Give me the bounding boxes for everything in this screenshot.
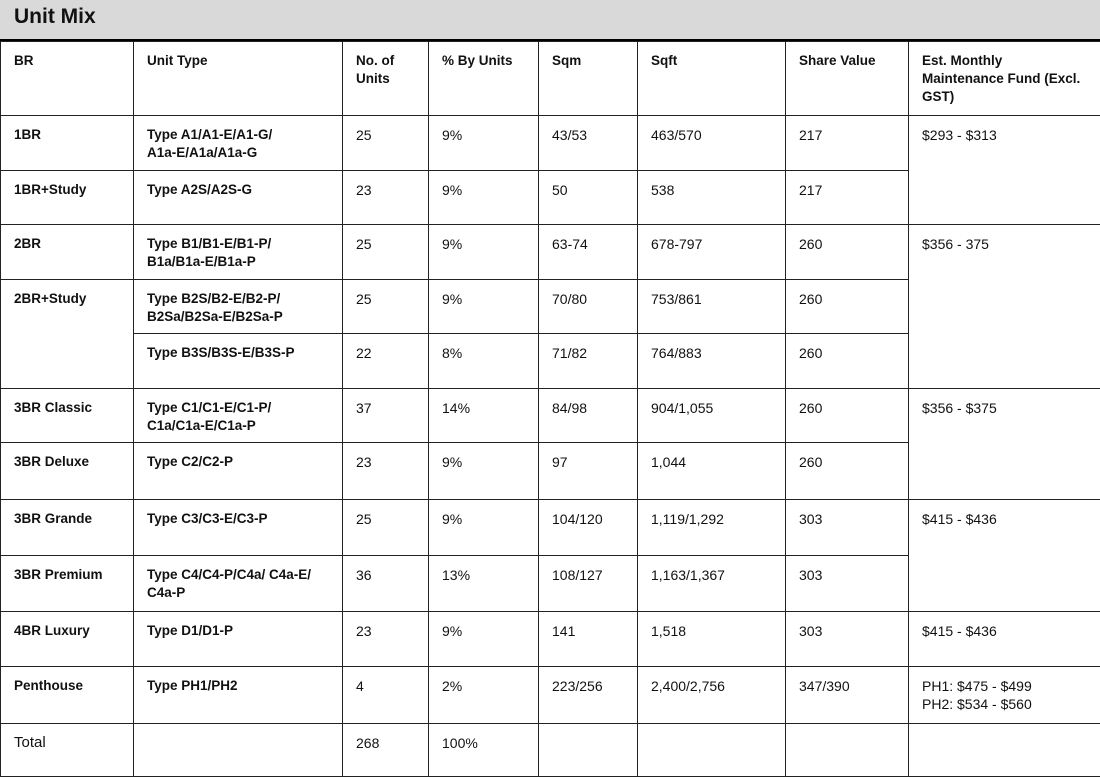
header-units: No. of Units [343,42,429,116]
cell-empty [539,724,638,777]
cell-sqft: 463/570 [638,116,786,171]
header-row [1,42,1100,116]
cell-pct: 9% [429,225,539,280]
cell-sqft: 764/883 [638,334,786,389]
table-row [1,612,1100,667]
cell-units: 25 [343,225,429,280]
cell-unit-type: Type B1/B1-E/B1-P/ B1a/B1a-E/B1a-P [134,225,343,280]
page-title: Unit Mix [14,5,96,28]
cell-unit-type: Type C2/C2-P [134,443,343,500]
cell-maintenance: PH1: $475 - $499 PH2: $534 - $560 [909,667,1100,724]
cell-units: 23 [343,612,429,667]
cell-sqm: 70/80 [539,280,638,334]
cell-sqm: 50 [539,171,638,225]
table-row [1,500,1100,556]
header-br: BR [1,42,134,116]
cell-sqft: 2,400/2,756 [638,667,786,724]
cell-pct: 8% [429,334,539,389]
cell-share: 260 [786,225,909,280]
cell-br: 4BR Luxury [1,612,134,667]
total-row [1,724,1100,777]
cell-pct: 2% [429,667,539,724]
cell-units: 23 [343,171,429,225]
header-maintenance: Est. Monthly Maintenance Fund (Excl. GST) [909,42,1100,116]
table-row [1,116,1100,171]
cell-br: 1BR [1,116,134,171]
cell-units: 25 [343,500,429,556]
cell-sqft: 753/861 [638,280,786,334]
cell-unit-type: Type A2S/A2S-G [134,171,343,225]
cell-pct: 9% [429,280,539,334]
table-row [1,225,1100,280]
cell-br: 1BR+Study [1,171,134,225]
cell-br: 2BR+Study [1,280,134,389]
cell-share: 217 [786,116,909,171]
cell-unit-type: Type C4/C4-P/C4a/ C4a-E/ C4a-P [134,556,343,612]
cell-pct: 9% [429,612,539,667]
cell-share: 260 [786,443,909,500]
cell-units: 37 [343,389,429,443]
cell-share: 260 [786,389,909,443]
cell-sqft: 1,119/1,292 [638,500,786,556]
cell-units: 23 [343,443,429,500]
cell-br: 3BR Classic [1,389,134,443]
cell-maintenance: $415 - $436 [909,612,1100,667]
cell-sqm: 84/98 [539,389,638,443]
cell-units: 25 [343,116,429,171]
header-pct: % By Units [429,42,539,116]
cell-sqft: 1,044 [638,443,786,500]
cell-units: 25 [343,280,429,334]
cell-br: 2BR [1,225,134,280]
cell-share: 303 [786,500,909,556]
cell-pct: 14% [429,389,539,443]
cell-share: 217 [786,171,909,225]
cell-share: 347/390 [786,667,909,724]
cell-sqft: 1,518 [638,612,786,667]
total-pct: 100% [429,724,539,777]
unit-mix-table [0,41,1100,777]
cell-unit-type: Type D1/D1-P [134,612,343,667]
table-row [1,667,1100,724]
cell-maintenance: $356 - $375 [909,389,1100,500]
cell-sqft: 904/1,055 [638,389,786,443]
cell-sqm: 43/53 [539,116,638,171]
cell-empty [134,724,343,777]
total-label: Total [1,724,134,777]
cell-unit-type: Type B2S/B2-E/B2-P/ B2Sa/B2Sa-E/B2Sa-P [134,280,343,334]
cell-sqft: 538 [638,171,786,225]
cell-pct: 9% [429,116,539,171]
cell-unit-type: Type C1/C1-E/C1-P/ C1a/C1a-E/C1a-P [134,389,343,443]
cell-maintenance: $356 - 375 [909,225,1100,389]
cell-sqm: 141 [539,612,638,667]
cell-sqft: 1,163/1,367 [638,556,786,612]
cell-share: 260 [786,280,909,334]
cell-sqm: 63-74 [539,225,638,280]
header-unit-type: Unit Type [134,42,343,116]
table-row [1,389,1100,443]
cell-empty [638,724,786,777]
header-share: Share Value [786,42,909,116]
cell-share: 303 [786,612,909,667]
cell-maintenance: $415 - $436 [909,500,1100,612]
cell-units: 4 [343,667,429,724]
cell-sqm: 97 [539,443,638,500]
cell-sqm: 104/120 [539,500,638,556]
cell-sqm: 223/256 [539,667,638,724]
cell-pct: 9% [429,171,539,225]
title-bar [0,0,1100,41]
header-sqm: Sqm [539,42,638,116]
cell-sqm: 108/127 [539,556,638,612]
cell-unit-type: Type PH1/PH2 [134,667,343,724]
cell-pct: 13% [429,556,539,612]
cell-br: 3BR Deluxe [1,443,134,500]
cell-br: 3BR Premium [1,556,134,612]
cell-sqm: 71/82 [539,334,638,389]
cell-share: 303 [786,556,909,612]
cell-unit-type: Type A1/A1-E/A1-G/ A1a-E/A1a/A1a-G [134,116,343,171]
cell-empty [786,724,909,777]
total-units: 268 [343,724,429,777]
cell-share: 260 [786,334,909,389]
header-sqft: Sqft [638,42,786,116]
cell-sqft: 678-797 [638,225,786,280]
cell-unit-type: Type B3S/B3S-E/B3S-P [134,334,343,389]
cell-pct: 9% [429,443,539,500]
cell-maintenance: $293 - $313 [909,116,1100,225]
cell-br: 3BR Grande [1,500,134,556]
cell-pct: 9% [429,500,539,556]
cell-units: 22 [343,334,429,389]
cell-empty [909,724,1100,777]
cell-unit-type: Type C3/C3-E/C3-P [134,500,343,556]
cell-br: Penthouse [1,667,134,724]
cell-units: 36 [343,556,429,612]
